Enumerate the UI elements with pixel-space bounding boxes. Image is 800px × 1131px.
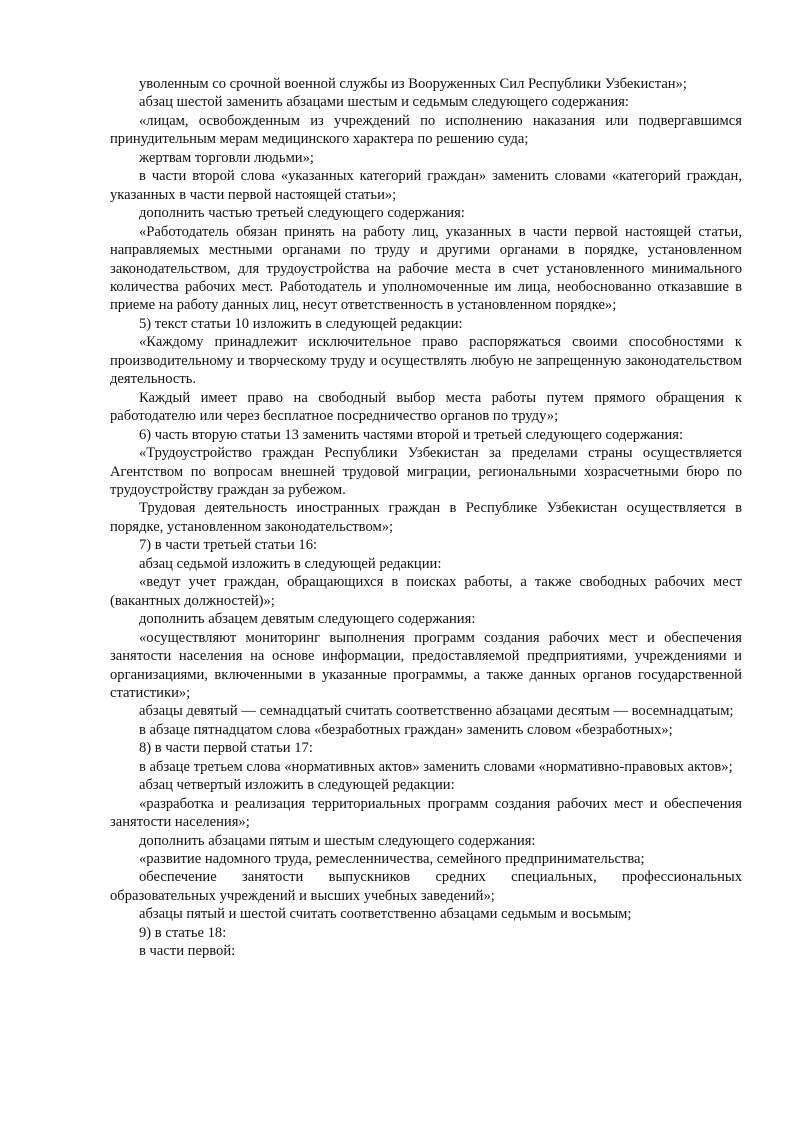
paragraph: в части первой:: [139, 943, 236, 960]
paragraph: 6) часть вторую статьи 13 заменить частями второй и третьей следующего содержания:: [139, 426, 684, 443]
paragraph: обеспечение занятости выпускников средних специальных, профессиональных образовательных учреждений и высших учебных заведений»;: [110, 869, 742, 904]
paragraph: абзацы пятый и шестой считать соответственно абзацами седьмым и восьмым;: [139, 906, 632, 923]
paragraph: 7) в части третьей статьи 16:: [139, 537, 318, 554]
paragraph: абзацы девятый — семнадцатый считать соответственно абзацами десятым — восемнадцатым;: [139, 703, 734, 720]
paragraph: «Работодатель обязан принять на работу лиц, указанных в части первой настоящей статьи, направляемых местными органами по труду и другими органами в порядке, установленном законодательством, для трудоустройства на рабочие места в счет установленного минимального количества рабочих мест. Работодатель и уполномоченные им лица, необоснованно отказавшие в приеме на работу данных лиц, несут ответственность в установленном порядке»;: [110, 223, 742, 314]
paragraph: уволенным со срочной военной службы из Вооруженных Сил Республики Узбекистан»;: [139, 76, 687, 92]
paragraph: в абзаце третьем слова «нормативных актов» заменить словами «нормативно-правовых актов»;: [139, 758, 733, 775]
paragraph: Каждый имеет право на свободный выбор места работы путем прямого обращения к работодателю или через бесплатное посредничество органов по труду»;: [110, 389, 742, 425]
document-body: [110, 75, 742, 961]
paragraph: Трудовая деятельность иностранных граждан в Республике Узбекистан осуществляется в порядке, установленном законодательством»;: [110, 500, 742, 535]
paragraph: «разработка и реализация территориальных программ создания рабочих мест и обеспечения занятости населения»;: [110, 795, 742, 831]
paragraph: «осуществляют мониторинг выполнения программ создания рабочих мест и обеспечения занятости населения на основе информации, предоставляемой предприятиями, учреждениями и организациями, включенными в указанные программы, а также данных органов государственной статистики»;: [110, 629, 742, 701]
paragraph: 8) в части первой статьи 17:: [139, 740, 313, 757]
paragraph: в абзаце пятнадцатом слова «безработных граждан» заменить словом «безработных»;: [139, 721, 673, 738]
paragraph: дополнить частью третьей следующего содержания:: [139, 205, 465, 222]
paragraph: «Каждому принадлежит исключительное право распоряжаться своими способностями к производительному и творческому труду и осуществлять любую не запрещенную законодательством деятельность.: [110, 334, 742, 388]
paragraph: «ведут учет граждан, обращающихся в поисках работы, а также свободных рабочих мест (вакантных должностей)»;: [110, 574, 742, 609]
paragraph: «Трудоустройство граждан Республики Узбекистан за пределами страны осуществляется Агентством по вопросам внешней трудовой миграции, региональными хозрасчетными бюро по трудоустройству граждан за рубежом.: [110, 445, 742, 498]
paragraph: абзац четвертый изложить в следующей редакции:: [139, 777, 455, 794]
paragraph: «развитие надомного труда, ремесленничества, семейного предпринимательства;: [139, 851, 645, 868]
paragraph: дополнить абзацами пятым и шестым следующего содержания:: [139, 832, 536, 849]
paragraph: дополнить абзацем девятым следующего содержания:: [139, 611, 476, 628]
paragraph: жертвам торговли людьми»;: [139, 149, 314, 166]
paragraph: абзац шестой заменить абзацами шестым и седьмым следующего содержания:: [139, 94, 629, 111]
paragraph: 9) в статье 18:: [139, 924, 227, 941]
paragraph: в части второй слова «указанных категорий граждан» заменить словами «категорий граждан, указанных в части первой настоящей статьи»;: [110, 168, 742, 203]
paragraph: «лицам, освобожденным из учреждений по исполнению наказания или подвергавшимся принудительным мерам медицинского характера по решению суда;: [110, 112, 742, 148]
paragraph: абзац седьмой изложить в следующей редакции:: [139, 555, 442, 572]
paragraph: 5) текст статьи 10 изложить в следующей редакции:: [139, 315, 463, 332]
